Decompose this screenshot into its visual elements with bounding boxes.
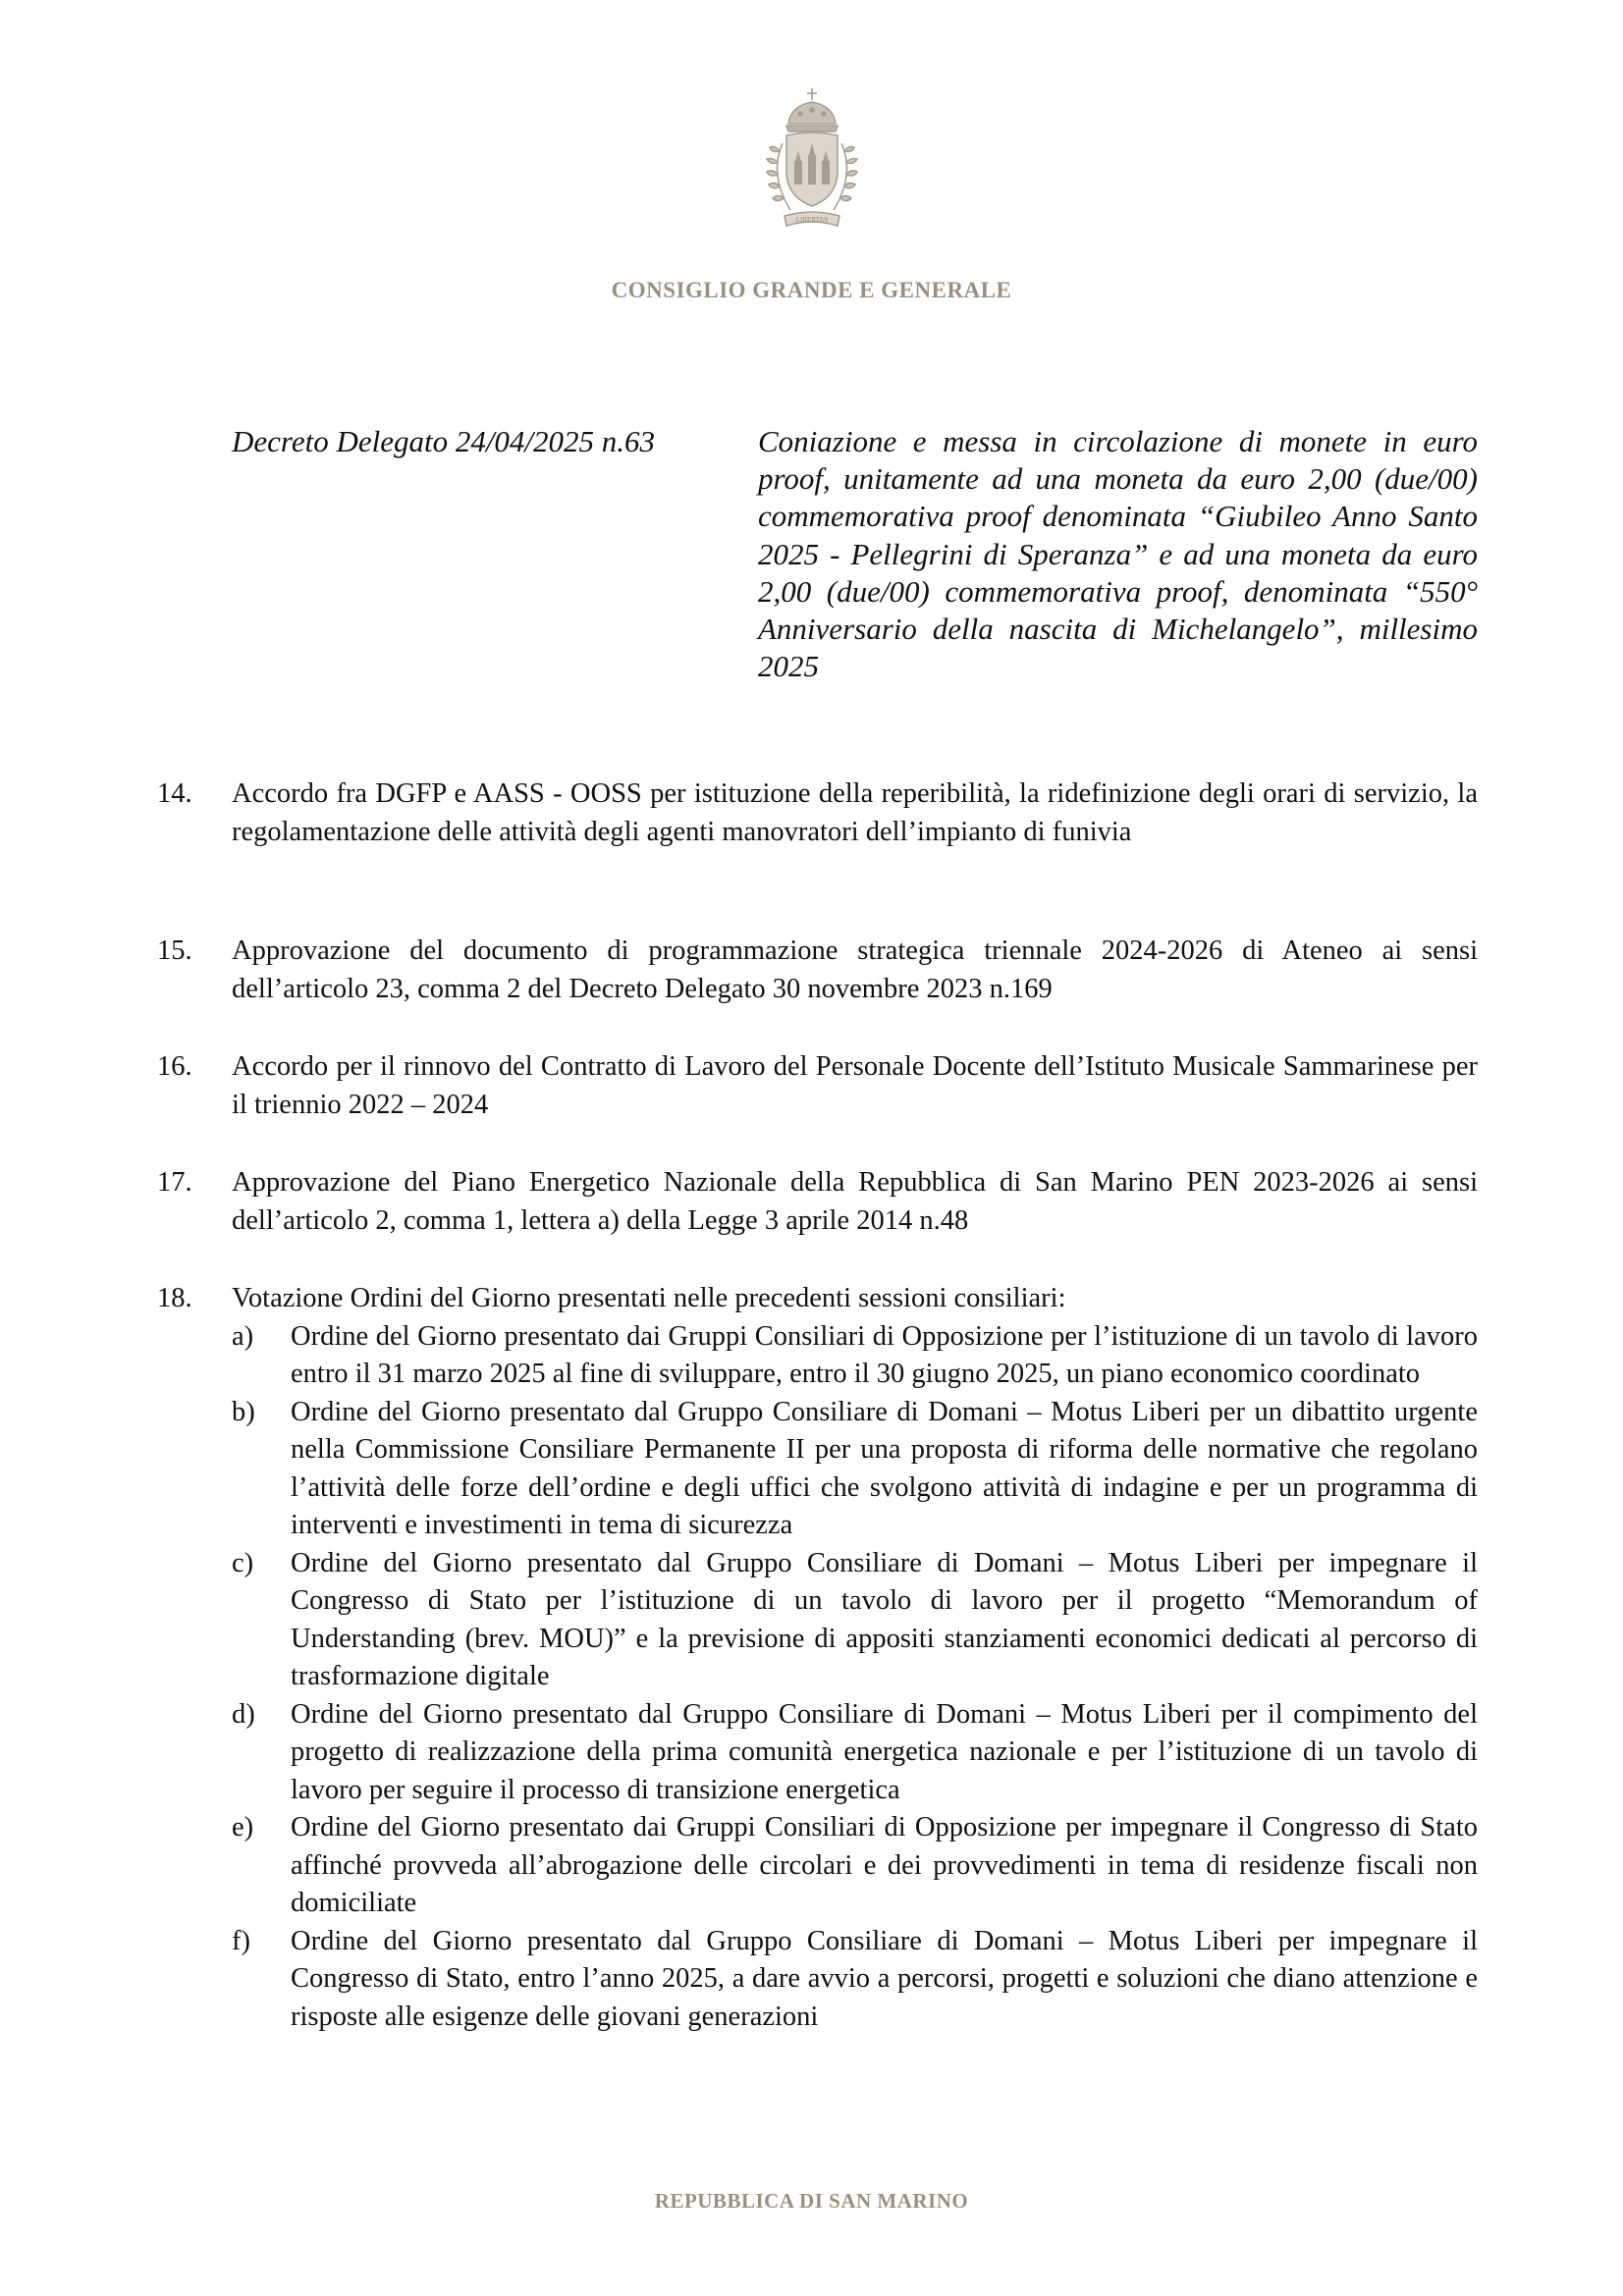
decree-title: Coniazione e messa in circolazione di monete in euro proof, unitamente ad una moneta da euro 2,00 (due/00) commemorativa proof denominata “Giubileo Anno Santo 2025 - Pellegrini di Speranza” e ad una moneta da euro 2,00 (due/00) commemorativa proof, denominata “550° Anniversario della nascita di Michelangelo”, millesimo 2025	[758, 424, 1478, 684]
sub-item	[232, 1318, 1478, 1394]
agenda-item-text: Accordo fra DGFP e AASS - OOSS per istituzione della reperibilità, la ridefinizione degli orari di servizio, la regolamentazione delle attività degli agenti manovratori dell’impianto di funivia	[232, 778, 1478, 847]
agenda-item-text: Approvazione del documento di programmazione strategica triennale 2024-2026 di Ateneo ai sensi dell’articolo 23, comma 2 del Decreto Delegato 30 novembre 2023 n.169	[232, 935, 1478, 1004]
council-title: CONSIGLIO GRANDE E GENERALE	[611, 278, 1012, 302]
sub-item-list	[232, 1318, 1478, 2037]
sub-item-text: Ordine del Giorno presentato dal Gruppo Consiliare di Domani – Motus Liberi per impegnare il Congresso di Stato, entro l’anno 2025, a dare avvio a percorsi, progetti e soluzioni che diano attenzione e risposte alle esigenze delle giovani generazioni	[291, 1925, 1478, 2032]
agenda-item-number: 15.	[157, 935, 192, 966]
sub-item-letter: f)	[232, 1925, 250, 1956]
sub-item	[232, 1394, 1478, 1545]
agenda-item-number: 18.	[157, 1283, 192, 1313]
sub-item-text: Ordine del Giorno presentato dai Gruppi Consiliari di Opposizione per l’istituzione di un tavolo di lavoro entro il 31 marzo 2025 al fine di sviluppare, entro il 30 giugno 2025, un piano economico coordinato	[291, 1320, 1478, 1389]
sub-item-text: Ordine del Giorno presentato dal Gruppo Consiliare di Domani – Motus Liberi per impegnare il Congresso di Stato per l’istituzione di un tavolo di lavoro per il progetto “Memorandum of Understanding (brev. MOU)” e la previsione di appositi stanziamenti economici dedicati al percorso di trasformazione digitale	[291, 1547, 1478, 1691]
coat-of-arms-icon	[747, 86, 877, 243]
decree-reference: Decreto Delegato 24/04/2025 n.63	[232, 424, 656, 458]
sub-item-letter: a)	[232, 1320, 254, 1352]
agenda-item-number: 14.	[157, 778, 192, 809]
emblem-motto: LIBERTAS	[795, 216, 829, 224]
sub-item	[232, 1545, 1478, 1696]
agenda-item-number: 16.	[157, 1051, 192, 1082]
agenda-item-text: Approvazione del Piano Energetico Nazionale della Repubblica di San Marino PEN 2023-2026 ai sensi dell’articolo 2, comma 1, lettera a) della Legge 3 aprile 2014 n.48	[232, 1167, 1478, 1236]
sub-item-text: Ordine del Giorno presentato dai Gruppi Consiliari di Opposizione per impegnare il Congresso di Stato affinché provveda all’abrogazione delle circolari e dei provvedimenti in tema di residenze fiscali non domiciliate	[291, 1812, 1478, 1918]
footer-text: REPUBBLICA DI SAN MARINO	[654, 2189, 969, 2213]
sub-item-letter: c)	[232, 1547, 254, 1578]
agenda-item-text: Accordo per il rinnovo del Contratto di Lavoro del Personale Docente dell’Istituto Musicale Sammarinese per il triennio 2022 – 2024	[232, 1051, 1478, 1120]
sub-item-letter: d)	[232, 1698, 255, 1730]
sub-item-text: Ordine del Giorno presentato dal Gruppo Consiliare di Domani – Motus Liberi per un dibattito urgente nella Commissione Consiliare Permanente II per una proposta di riforma delle normative che regolano l’attività delle forze dell’ordine e degli uffici che svolgono attività di indagine e per un programma di interventi e investimenti in tema di sicurezza	[291, 1396, 1478, 1540]
agenda-item-text: Votazione Ordini del Giorno presentati nelle precedenti sessioni consiliari:	[232, 1283, 1066, 1313]
agenda-item-number: 17.	[157, 1167, 192, 1198]
sub-item-text: Ordine del Giorno presentato dal Gruppo Consiliare di Domani – Motus Liberi per il compimento del progetto di realizzazione della prima comunità energetica nazionale e per l’istituzione di un tavolo di lavoro per seguire il processo di transizione energetica	[291, 1698, 1478, 1805]
sub-item	[232, 1696, 1478, 1810]
sub-item	[232, 1809, 1478, 1923]
sub-item-letter: b)	[232, 1396, 255, 1427]
sub-item-letter: e)	[232, 1812, 254, 1842]
sub-item	[232, 1923, 1478, 2037]
